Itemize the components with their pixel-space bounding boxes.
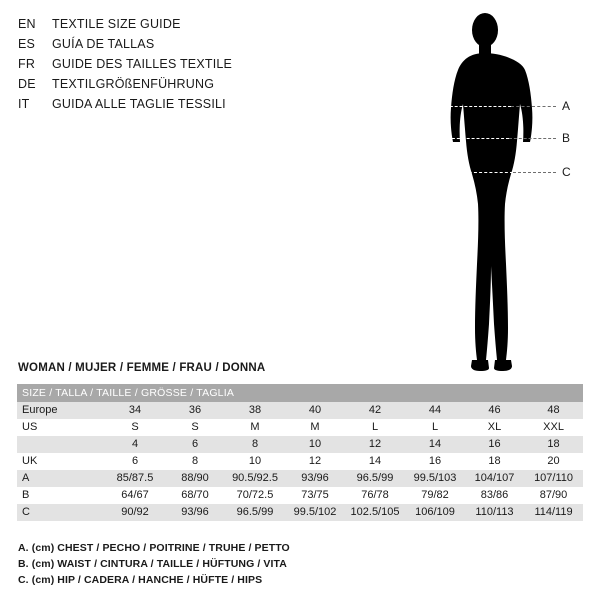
measure-label-b: B: [562, 131, 571, 145]
cell: 87/90: [524, 487, 583, 504]
language-row: [18, 54, 348, 74]
language-title: GUIDA ALLE TAGLIE TESSILI: [52, 97, 226, 111]
cell: 8: [225, 436, 285, 453]
table-row: [17, 419, 583, 436]
cell: 114/119: [524, 504, 583, 521]
table-row: [17, 470, 583, 487]
body-figure: [390, 8, 590, 373]
cell: 18: [465, 453, 524, 470]
cell: 90/92: [105, 504, 165, 521]
language-title: TEXTILE SIZE GUIDE: [52, 17, 181, 31]
female-silhouette-icon: [420, 8, 550, 373]
language-code: FR: [18, 57, 36, 71]
measurement-legend: [18, 540, 578, 588]
cell: 20: [524, 453, 583, 470]
cell: 83/86: [465, 487, 524, 504]
legend-line-b: B. (cm) WAIST / CINTURA / TAILLE / HÜFTUNG / VITA: [18, 558, 287, 570]
measure-line-hip: [443, 172, 513, 173]
cell: 4: [105, 436, 165, 453]
table-row: [17, 504, 583, 521]
cell: 99.5/103: [405, 470, 465, 487]
measure-line-chest: [445, 106, 511, 107]
legend-line-c: C. (cm) HIP / CADERA / HANCHE / HÜFTE / HIPS: [18, 574, 263, 586]
measure-line-waist: [447, 138, 509, 139]
row-label: Europe: [17, 402, 105, 419]
language-row: [18, 94, 348, 114]
cell: 70/72.5: [225, 487, 285, 504]
cell: XL: [465, 419, 524, 436]
cell: 12: [285, 453, 345, 470]
row-label: C: [17, 504, 105, 521]
cell: S: [165, 419, 225, 436]
cell: L: [345, 419, 405, 436]
measure-leader-chest: [511, 106, 556, 107]
cell: 36: [165, 402, 225, 419]
cell: XXL: [524, 419, 583, 436]
language-code: DE: [18, 77, 36, 91]
cell: 38: [225, 402, 285, 419]
language-row: [18, 34, 348, 54]
language-title: GUÍA DE TALLAS: [52, 37, 155, 51]
gender-label: WOMAN / MUJER / FEMME / FRAU / DONNA: [18, 362, 266, 374]
cell: 73/75: [285, 487, 345, 504]
cell: 99.5/102: [285, 504, 345, 521]
cell: 14: [405, 436, 465, 453]
language-title: GUIDE DES TAILLES TEXTILE: [52, 57, 233, 71]
cell: 106/109: [405, 504, 465, 521]
measure-label-a: A: [562, 99, 571, 113]
table-header-row: [17, 384, 583, 402]
language-row: [18, 14, 348, 34]
row-label: [17, 436, 105, 453]
measure-leader-hip: [513, 172, 556, 173]
cell: 93/96: [165, 504, 225, 521]
size-table: [17, 384, 583, 521]
cell: 10: [285, 436, 345, 453]
cell: M: [285, 419, 345, 436]
cell: 44: [405, 402, 465, 419]
cell: 96.5/99: [225, 504, 285, 521]
legend-line-a: A. (cm) CHEST / PECHO / POITRINE / TRUHE / PETTO: [18, 542, 290, 554]
cell: 8: [165, 453, 225, 470]
cell: 6: [165, 436, 225, 453]
cell: 85/87.5: [105, 470, 165, 487]
language-title-list: [18, 14, 348, 114]
cell: 76/78: [345, 487, 405, 504]
cell: 110/113: [465, 504, 524, 521]
language-row: [18, 74, 348, 94]
cell: 14: [345, 453, 405, 470]
cell: L: [405, 419, 465, 436]
row-label: US: [17, 419, 105, 436]
cell: 40: [285, 402, 345, 419]
cell: 46: [465, 402, 524, 419]
measure-label-c: C: [562, 165, 571, 179]
cell: 34: [105, 402, 165, 419]
cell: 93/96: [285, 470, 345, 487]
cell: 12: [345, 436, 405, 453]
cell: 64/67: [105, 487, 165, 504]
cell: 88/90: [165, 470, 225, 487]
cell: 96.5/99: [345, 470, 405, 487]
cell: M: [225, 419, 285, 436]
cell: 68/70: [165, 487, 225, 504]
cell: 102.5/105: [345, 504, 405, 521]
cell: 90.5/92.5: [225, 470, 285, 487]
cell: 18: [524, 436, 583, 453]
row-label: UK: [17, 453, 105, 470]
language-code: EN: [18, 17, 36, 31]
language-code: IT: [18, 97, 30, 111]
language-code: ES: [18, 37, 36, 51]
cell: 48: [524, 402, 583, 419]
table-row: [17, 487, 583, 504]
row-label: B: [17, 487, 105, 504]
cell: 10: [225, 453, 285, 470]
cell: 107/110: [524, 470, 583, 487]
measure-leader-waist: [509, 138, 556, 139]
language-title: TEXTILGRÖßENFÜHRUNG: [52, 77, 215, 91]
cell: 16: [405, 453, 465, 470]
table-row: [17, 402, 583, 419]
cell: 79/82: [405, 487, 465, 504]
cell: S: [105, 419, 165, 436]
row-label: A: [17, 470, 105, 487]
cell: 104/107: [465, 470, 524, 487]
cell: 16: [465, 436, 524, 453]
cell: 42: [345, 402, 405, 419]
cell: 6: [105, 453, 165, 470]
table-row: [17, 453, 583, 470]
table-header-title: SIZE / TALLA / TAILLE / GRÖSSE / TAGLIA: [17, 384, 583, 402]
table-row: [17, 436, 583, 453]
